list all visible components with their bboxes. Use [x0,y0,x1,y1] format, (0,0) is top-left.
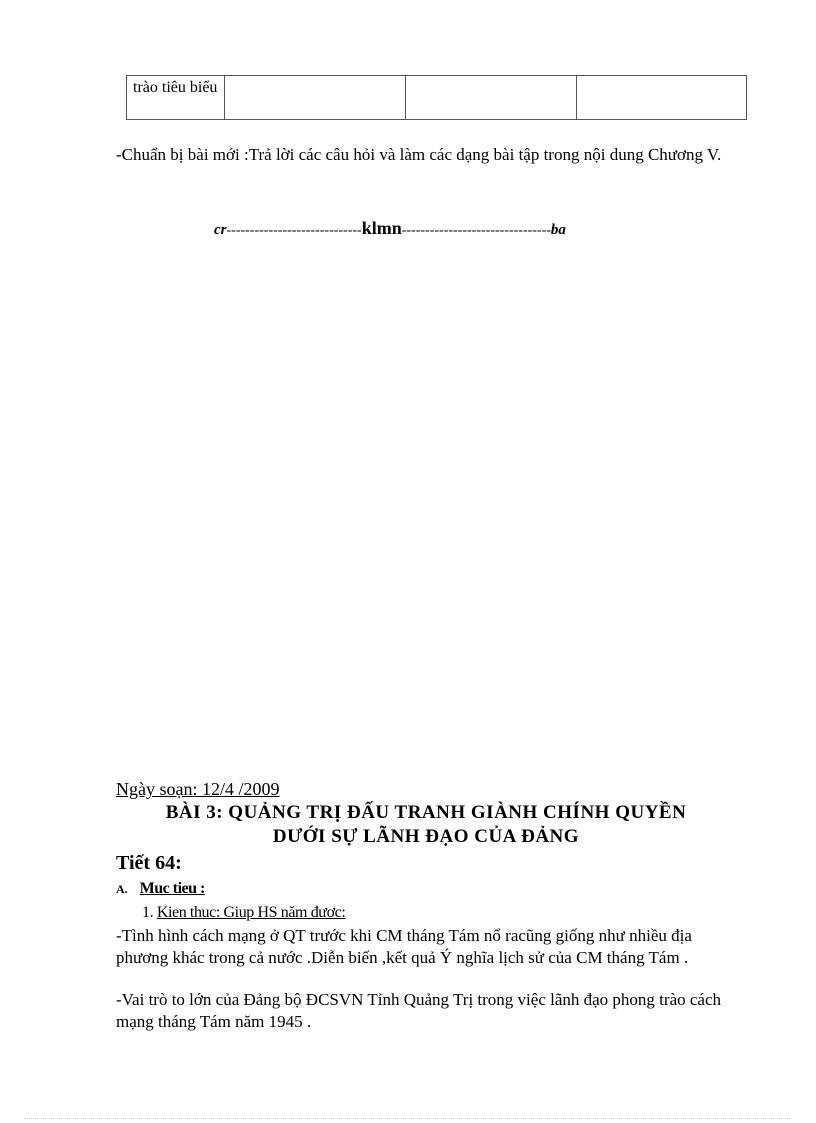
preparation-date: Ngày soạn: 12/4 /2009 [116,779,280,799]
preparation-instruction: -Chuẩn bị bài mới :Trả lời các câu hỏi và làm các dạng bài tập trong nội dung Chương V. [116,145,722,164]
summary-table-fragment [126,75,747,120]
knowledge-heading [142,902,345,924]
section-divider [214,218,694,238]
divider-ornament-left: cr [214,222,227,238]
objectives-label: Muc tieu : [139,880,205,897]
divider-ornament-center: klmn [361,218,402,238]
knowledge-number: 1. [142,904,154,921]
lesson-title-line-2: DƯỚI SỰ LÃNH ĐẠO CỦA ĐẢNG [272,826,580,847]
lesson-title-line-1: BÀI 3: QUẢNG TRỊ ĐẤU TRANH GIÀNH CHÍNH QUYỀN [165,802,687,823]
knowledge-paragraph-1: -Tình hình cách mạng ở QT trước khi CM tháng Tám nổ racũng giống như nhiều địa phương khác trong cả nước .Diễn biến ,kết quả Ý nghĩa lịch sử của CM tháng Tám . [116,926,692,967]
divider-dashes-left: ----------------------------- [226,223,362,238]
divider-ornament-right: ba [550,222,566,238]
divider-dashes-right: -------------------------------- [401,223,551,238]
knowledge-label: Kien thuc: Giup HS năm đươc: [156,904,346,921]
table-cell [577,76,747,120]
table-cell [225,76,406,120]
page-bottom-border [24,1118,792,1119]
table-row [127,76,747,120]
table-cell-movement: trào tiêu biểu [127,76,225,120]
knowledge-paragraph-2: -Vai trò to lớn của Đảng bộ ĐCSVN Tỉnh Quảng Trị trong việc lãnh đạo phong trào cách mạng tháng Tám năm 1945 . [116,990,721,1031]
lesson-period: Tiết 64: [116,852,182,874]
objectives-marker: A. [116,882,128,896]
objectives-heading [116,878,205,900]
table-cell [406,76,577,120]
